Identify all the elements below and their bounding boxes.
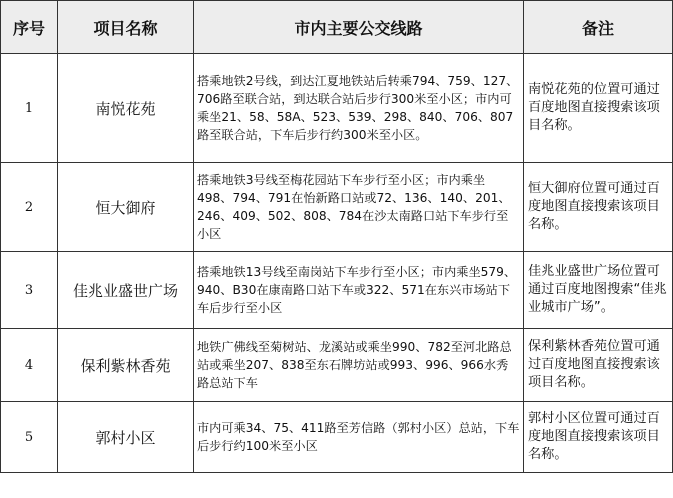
- table-header-row: [1, 1, 673, 54]
- remarks: 南悦花苑的位置可通过百度地图直接搜索该项目名称。: [524, 54, 673, 163]
- serial-number: 2: [1, 163, 58, 252]
- project-name: 郭村小区: [58, 402, 194, 473]
- header-serial-number: 序号: [1, 1, 58, 54]
- project-name: 恒大御府: [58, 163, 194, 252]
- project-name: 保利紫林香苑: [58, 329, 194, 402]
- remarks: 佳兆业盛世广场位置可通过百度地图搜索“佳兆业城市广场”。: [524, 252, 673, 329]
- bus-routes: 市内可乘34、75、411路至芳信路（郭村小区）总站，下车后步行约100米至小区: [194, 402, 524, 473]
- serial-number: 4: [1, 329, 58, 402]
- table-row: [1, 402, 673, 473]
- project-name: 佳兆业盛世广场: [58, 252, 194, 329]
- remarks: 郭村小区位置可通过百度地图直接搜索该项目名称。: [524, 402, 673, 473]
- table-row: [1, 163, 673, 252]
- serial-number: 1: [1, 54, 58, 163]
- header-project-name: 项目名称: [58, 1, 194, 54]
- table-row: [1, 329, 673, 402]
- bus-routes: 搭乘地铁2号线，到达江夏地铁站后转乘794、759、127、706路至联合站，到达联合站后步行300米至小区；市内可乘坐21、58、58A、523、539、298、840、706、807路至联合站，下车后步行约300米至小区。: [194, 54, 524, 163]
- remarks: 保利紫林香苑位置可通过百度地图直接搜索该项目名称。: [524, 329, 673, 402]
- bus-routes: 地铁广佛线至菊树站、龙溪站或乘坐990、782至河北路总站或乘坐207、838至东石牌坊站或993、996、966水秀路总站下车: [194, 329, 524, 402]
- table-row: [1, 54, 673, 163]
- bus-routes: 搭乘地铁3号线至梅花园站下车步行至小区；市内乘坐498、794、791在怡新路口站或72、136、140、201、246、409、502、808、784在沙太南路口站下车步行至小区: [194, 163, 524, 252]
- remarks: 恒大御府位置可通过百度地图直接搜索该项目名称。: [524, 163, 673, 252]
- header-remarks: 备注: [524, 1, 673, 54]
- bus-routes: 搭乘地铁13号线至南岗站下车步行至小区；市内乘坐579、940、B30在康南路口站下车或322、571在东兴市场站下车后步行至小区: [194, 252, 524, 329]
- header-bus-routes: 市内主要公交线路: [194, 1, 524, 54]
- table-row: [1, 252, 673, 329]
- project-name: 南悦花苑: [58, 54, 194, 163]
- serial-number: 3: [1, 252, 58, 329]
- serial-number: 5: [1, 402, 58, 473]
